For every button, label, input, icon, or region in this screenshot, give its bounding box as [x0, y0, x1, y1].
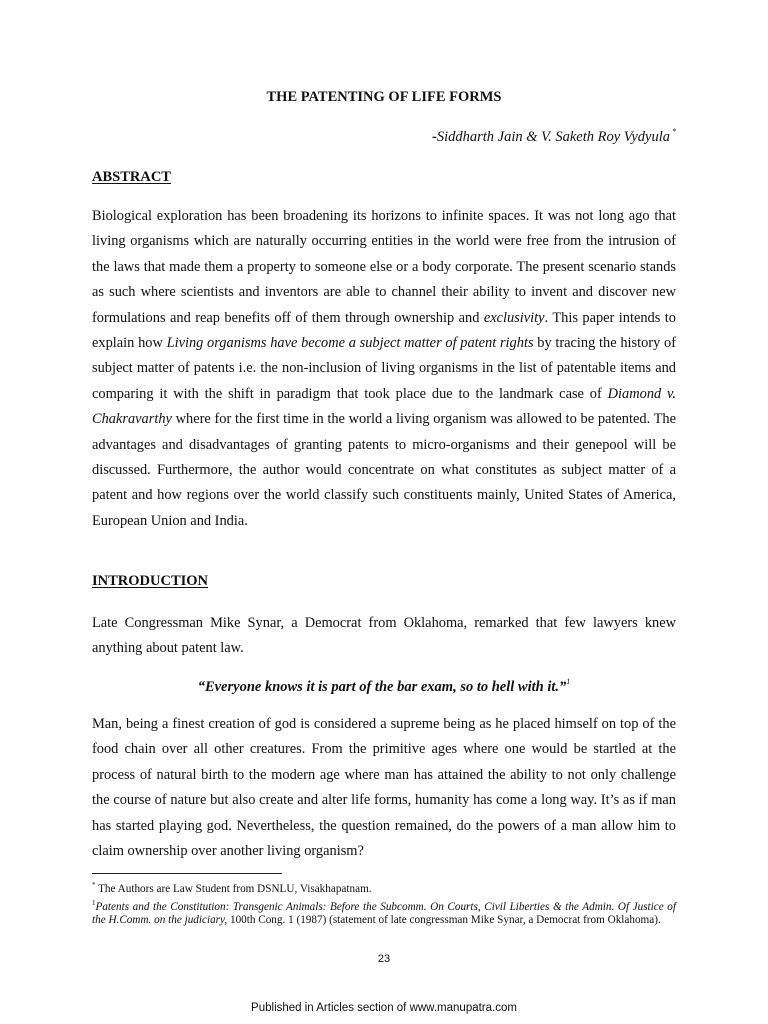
abstract-text-2: . This paper intends to explain how	[92, 309, 676, 352]
page-number: 23	[377, 953, 391, 965]
quote-footnote-marker[interactable]: 1	[566, 677, 571, 686]
introduction-heading: INTRODUCTION	[92, 573, 209, 589]
footnote-1	[92, 897, 676, 928]
footnotes	[92, 879, 676, 928]
introduction-paragraph-2: Man, being a finest creation of god is considered a supreme being as he placed himself on top of the food chain over all other creatures. From the primitive ages where one would be startled at the process of natural birth to the modern age where man has attained the ability to not only challenge the course of nature but also create and alter life forms, humanity has come a long way. It’s as if man has started playing god. Nevertheless, the question remained, do the powers of a man allow him to claim ownership over another living organism?	[92, 716, 676, 860]
footnote-authors	[92, 879, 676, 897]
footnote-authors-text: The Authors are Law Student from DSNLU, Visakhapatnam.	[95, 883, 372, 895]
abstract-paragraph	[92, 204, 676, 534]
author-dash: -	[431, 129, 437, 145]
abstract-emphasis-case: Diamond v. Chakravarthy	[92, 385, 676, 428]
footnote-marker-1: 1	[92, 898, 96, 907]
footnote-marker-star: *	[92, 881, 96, 889]
block-quote	[0, 677, 768, 696]
quote-text: “Everyone knows it is part of the bar exam, so to hell with it.”	[197, 679, 567, 695]
paper-title: THE PATENTING OF LIFE FORMS	[266, 89, 502, 105]
abstract-text-1: Biological exploration has been broadening its horizons to infinite spaces. It was not long ago that living organisms which are naturally occurring entities in the world were free from the intrusion of the laws that made them a property to someone else or a body corporate. The present scenario stands as such where scientists and inventors are able to channel their ability to invent and discover new formulations and reap benefits off of them through ownership and	[92, 208, 676, 326]
footnote-1-text: 100th Cong. 1 (1987) (statement of late congressman Mike Synar, a Democrat from Oklahoma).	[227, 914, 661, 926]
introduction-paragraph-1: Late Congressman Mike Synar, a Democrat from Oklahoma, remarked that few lawyers knew anything about patent law.	[92, 615, 676, 657]
footnote-1-citation-title: Patents and the Constitution: Transgenic Animals: Before the Subcomm. On Courts, Civil Liberties & the Admin. Of Justice of the H.Comm. on the judiciary,	[92, 900, 676, 926]
abstract-emphasis-subject: Living organisms have become a subject matter of patent rights	[166, 335, 534, 352]
abstract-emphasis-exclusivity: exclusivity	[483, 309, 545, 326]
footnote-divider	[92, 873, 282, 874]
publication-footer: Published in Articles section of www.manupatra.com	[251, 1002, 517, 1014]
author-footnote-marker[interactable]: *	[672, 127, 676, 136]
abstract-text-4: where for the first time in the world a living organism was allowed to be patented. The advantages and disadvantages of granting patents to micro-organisms and their genepool will be discussed. Furthermore, the author would concentrate on what constitutes as subject matter of a patent and how regions over the world classify such constituents mainly, United States of America, European Union and India.	[92, 411, 676, 529]
abstract-heading: ABSTRACT	[92, 169, 171, 185]
author-line	[432, 127, 676, 146]
author-names: Siddharth Jain & V. Saketh Roy Vydyula	[436, 129, 670, 145]
abstract-text-3: by tracing the history of subject matter of patents i.e. the non-inclusion of living organisms in the list of patentable items and comparing it with the shift in paradigm that took place due to the landmark case of	[92, 335, 676, 402]
